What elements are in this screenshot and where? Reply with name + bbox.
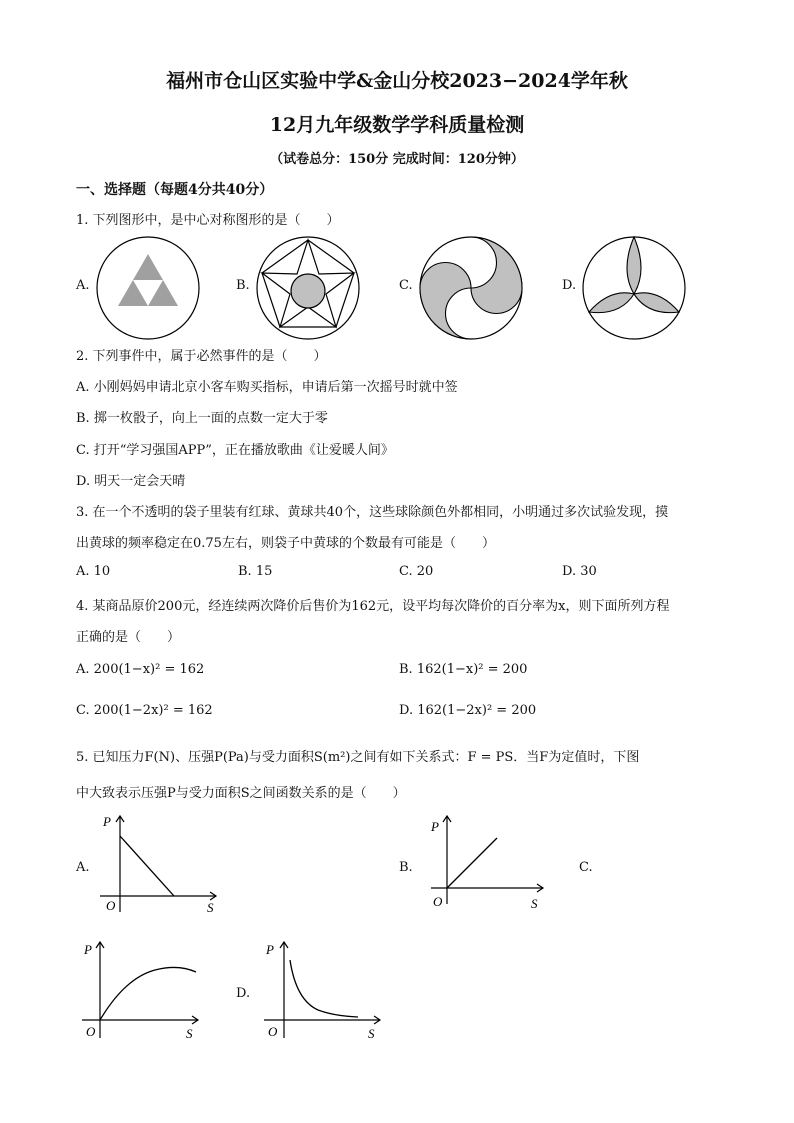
q2-option-c: C. 打开“学习强国APP”，正在播放歌曲《让爱暖人间》 [76, 443, 394, 458]
q5-a-axis-x: S [207, 900, 214, 915]
q5-b-axis-x: S [531, 896, 538, 911]
q4-option-b: B. 162(1−x)² = 200 [399, 662, 528, 677]
q5-b-axis-y: P [431, 819, 439, 834]
q5-a-origin: O [106, 898, 116, 913]
section-heading: 一、选择题（每题4分共40分） [76, 182, 274, 198]
three-petal-icon [582, 236, 686, 340]
q3-option-c: C. 20 [399, 564, 434, 579]
q3-option-a: A. 10 [76, 564, 111, 579]
q1-stem: 1. 下列图形中，是中心对称图形的是（ ） [76, 213, 340, 228]
q5-c-axis-x: S [186, 1026, 193, 1041]
q5-graph-c [80, 938, 204, 1042]
q1-option-a-label: A. [76, 278, 90, 293]
q3-stem-line1: 3. 在一个不透明的袋子里装有红球、黄球共40个，这些球除颜色外都相同，小明通过多次试验发现，摸 [76, 505, 669, 520]
q5-option-c-label: C. [579, 860, 593, 875]
q5-stem-line1: 5. 已知压力F(N)、压强P(Pa)与受力面积S(m²)之间有如下关系式：F = PS．当F为定值时，下图 [76, 750, 640, 765]
q5-graph-b [427, 812, 551, 916]
q5-option-b-label: B. [399, 860, 413, 875]
q5-b-origin: O [433, 894, 443, 909]
q5-graph-d [262, 938, 386, 1042]
q4-stem-line2: 正确的是（ ） [76, 630, 181, 645]
q1-option-d-label: D. [562, 278, 577, 293]
sierpinski-triangle-icon [96, 236, 200, 340]
q2-stem: 2. 下列事件中，属于必然事件的是（ ） [76, 349, 327, 364]
q5-d-origin: O [268, 1024, 278, 1039]
q3-stem-line2: 出黄球的频率稳定在0.75左右，则袋子中黄球的个数最有可能是（ ） [76, 536, 495, 551]
q5-option-d-label: D. [236, 986, 251, 1001]
q4-option-c: C. 200(1−2x)² = 162 [76, 703, 213, 718]
exam-title-line2: 12月九年级数学学科质量检测 [269, 114, 525, 136]
q1-option-b-label: B. [236, 278, 250, 293]
q4-option-d: D. 162(1−2x)² = 200 [399, 703, 537, 718]
q2-option-d: D. 明天一定会天晴 [76, 474, 186, 489]
exam-subtitle: （试卷总分：150分 完成时间：120分钟） [270, 152, 524, 167]
swirl-yin-yang-icon [419, 236, 523, 340]
q4-stem-line1: 4. 某商品原价200元，经连续两次降价后售价为162元，设平均每次降价的百分率为x，则下面所列方程 [76, 599, 670, 614]
q2-option-a: A. 小刚妈妈申请北京小客车购买指标，申请后第一次摇号时就中签 [76, 380, 458, 395]
q5-d-axis-x: S [368, 1026, 375, 1041]
q2-option-b: B. 掷一枚骰子，向上一面的点数一定大于零 [76, 411, 328, 426]
q4-option-a: A. 200(1−x)² = 162 [76, 662, 205, 677]
exam-title-line1: 福州市仓山区实验中学&金山分校2023−2024学年秋 [166, 70, 628, 92]
q5-a-axis-y: P [103, 814, 111, 829]
star-in-circle-icon [256, 236, 360, 340]
q5-c-axis-y: P [84, 942, 92, 957]
q3-option-d: D. 30 [562, 564, 597, 579]
q5-d-axis-y: P [266, 942, 274, 957]
q5-c-origin: O [86, 1024, 96, 1039]
q5-option-a-label: A. [76, 860, 90, 875]
q1-option-c-label: C. [399, 278, 413, 293]
q3-option-b: B. 15 [238, 564, 273, 579]
q5-graph-a [98, 812, 222, 916]
q5-stem-line2: 中大致表示压强P与受力面积S之间函数关系的是（ ） [76, 786, 406, 801]
